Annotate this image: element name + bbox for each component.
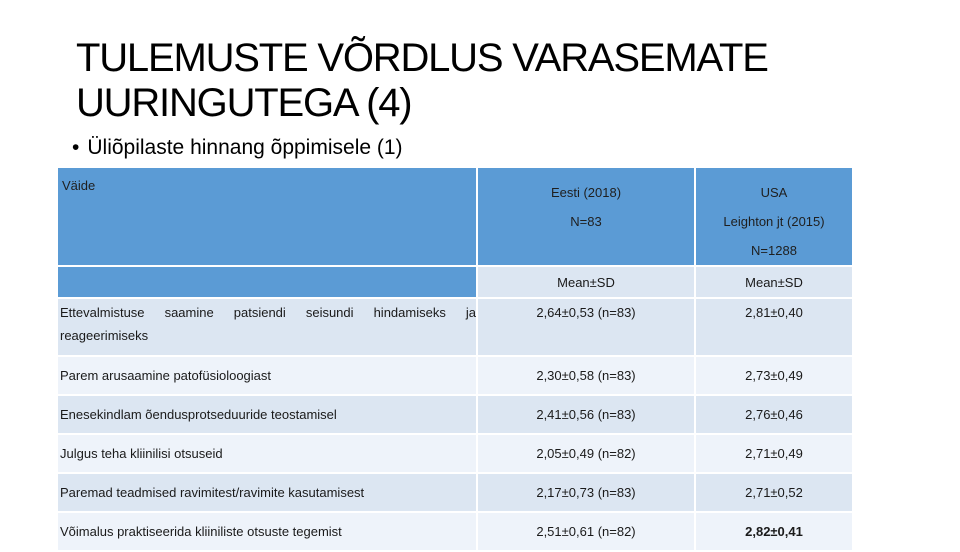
subheader-estonia: Mean±SD [477,266,695,298]
header-usa-n: N=1288 [751,243,797,258]
table-subheader-row [57,266,853,298]
row-usa-value: 2,71±0,52 [695,473,853,512]
row-usa-value: 2,82±0,41 [695,512,853,551]
header-usa [695,167,853,266]
table-row [57,395,853,434]
row-statement-line1: Ettevalmistuse saamine patsiendi seisundi hindamiseks ja [60,305,476,320]
row-estonia-value: 2,51±0,61 (n=82) [477,512,695,551]
row-usa-value: 2,81±0,40 [695,298,853,356]
header-estonia [477,167,695,266]
table-row [57,512,853,551]
bullet-dot-icon: • [72,136,80,159]
header-statement: Väide [57,167,477,266]
bullet-point [72,136,403,160]
row-statement: Võimalus praktiseerida kliiniliste otsuste tegemist [57,512,477,551]
row-usa-value: 2,71±0,49 [695,434,853,473]
row-usa-value: 2,76±0,46 [695,395,853,434]
header-estonia-name: Eesti (2018) [550,185,622,200]
comparison-table [56,166,854,552]
row-statement: Paremad teadmised ravimitest/ravimite kasutamisest [57,473,477,512]
header-usa-source: Leighton jt (2015) [723,214,825,229]
row-statement [57,298,477,356]
slide-title [76,36,896,126]
row-statement: Enesekindlam õendusprotseduuride teostamisel [57,395,477,434]
subheader-blank [57,266,477,298]
table-row [57,356,853,395]
bullet-text: Üliõpilaste hinnang õppimisele (1) [87,136,403,159]
header-estonia-n: N=83 [570,214,602,229]
row-estonia-value: 2,64±0,53 (n=83) [477,298,695,356]
row-estonia-value: 2,41±0,56 (n=83) [477,395,695,434]
row-estonia-value: 2,05±0,49 (n=82) [477,434,695,473]
row-estonia-value: 2,17±0,73 (n=83) [477,473,695,512]
row-statement: Parem arusaamine patofüsioloogiast [57,356,477,395]
slide-title-line1: TULEMUSTE VÕRDLUS VARASEMATE [76,36,768,80]
table-row [57,434,853,473]
table-row [57,298,853,356]
row-statement: Julgus teha kliinilisi otsuseid [57,434,477,473]
row-estonia-value: 2,30±0,58 (n=83) [477,356,695,395]
row-usa-value: 2,73±0,49 [695,356,853,395]
header-usa-name: USA [760,185,788,200]
slide-title-line2: UURINGUTEGA (4) [76,81,412,125]
table-header-row [57,167,853,266]
subheader-usa: Mean±SD [695,266,853,298]
table-row [57,473,853,512]
row-statement-line2: reageerimiseks [60,328,149,343]
